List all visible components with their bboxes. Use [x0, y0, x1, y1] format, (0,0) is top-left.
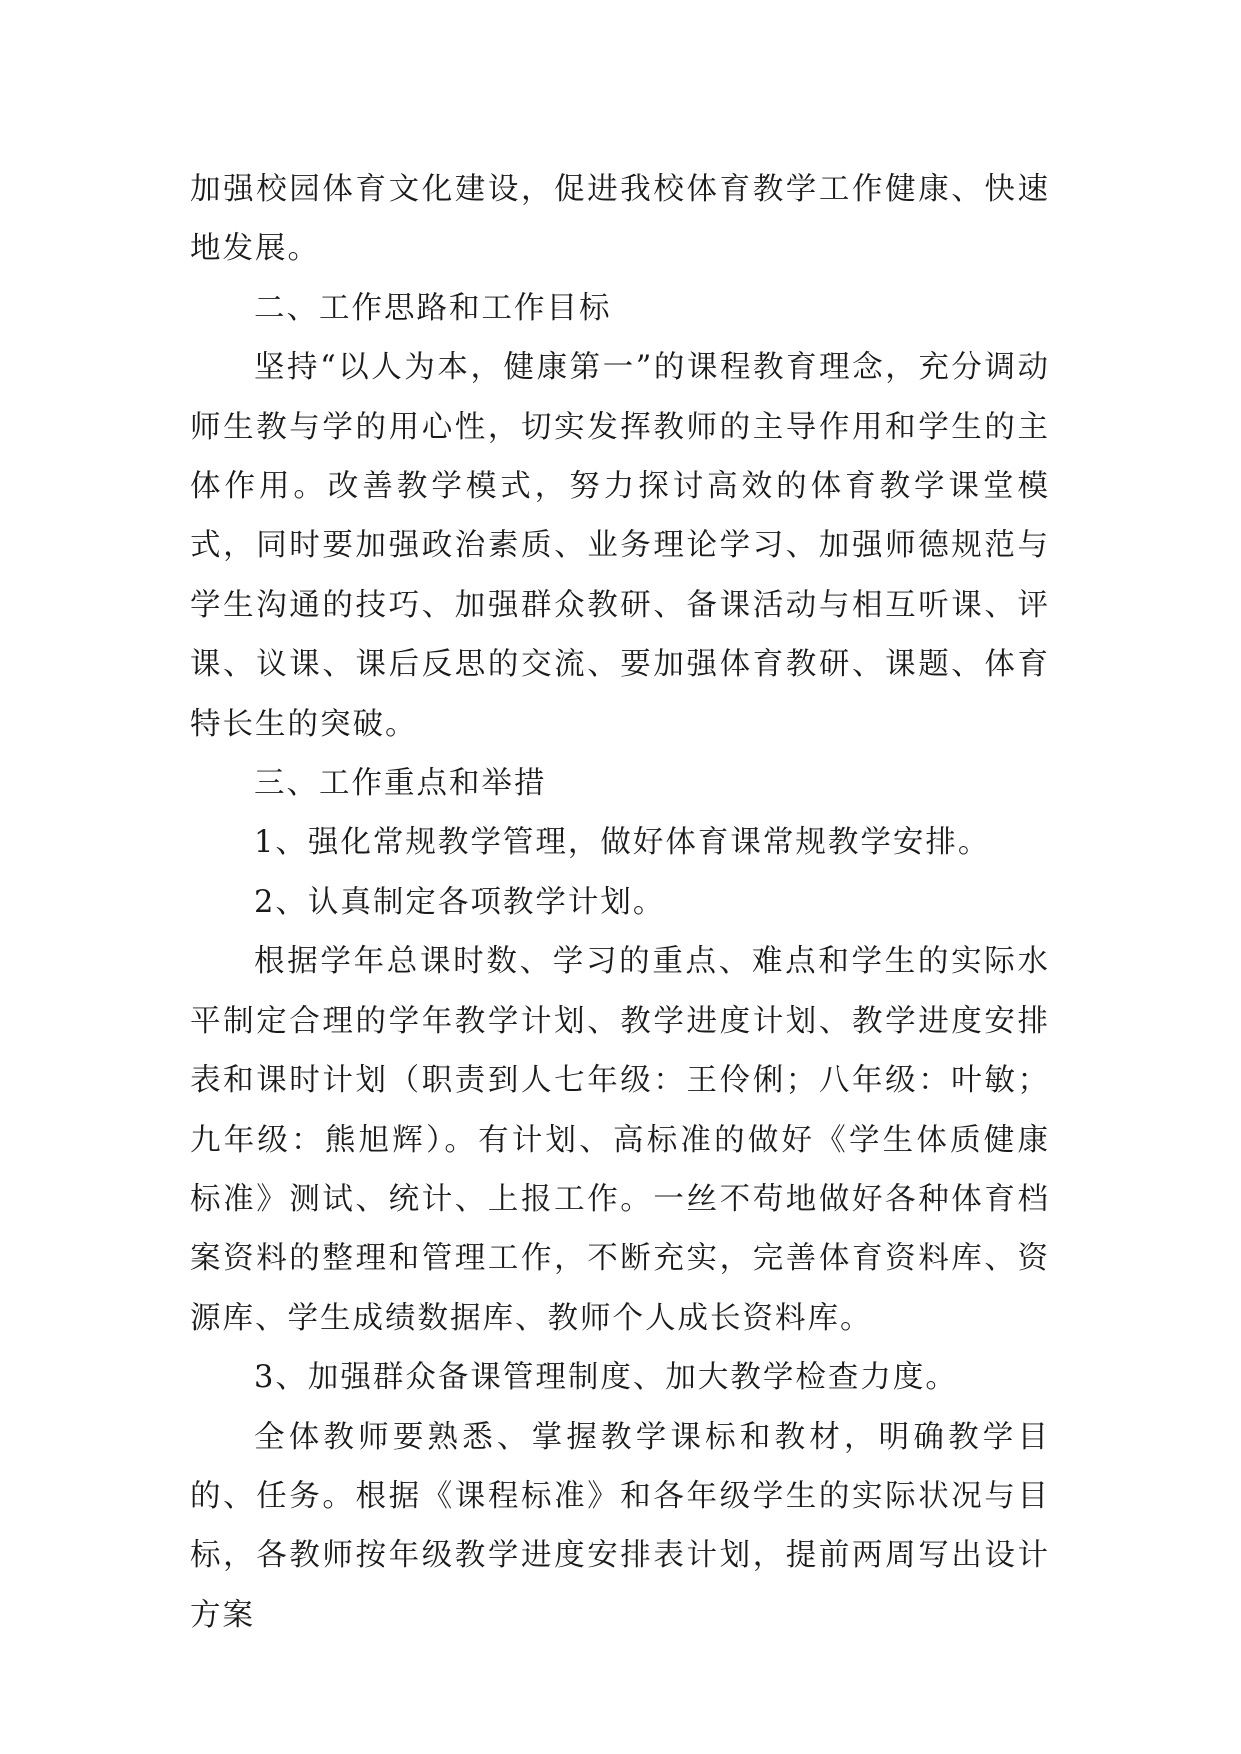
item-1: 1、强化常规教学管理，做好体育课常规教学安排。 — [254, 825, 991, 861]
paragraph-item-3-body: 全体教师要熟悉、掌握教学课标和教材，明确教学目的、任务。根据《课程标准》和各年级学生的实际状况与目标，各教师按年级教学进度安排表计划，提前两周写出设计方案 — [190, 1419, 1050, 1633]
heading-section-3: 三、工作重点和举措 — [254, 766, 547, 802]
paragraph-item-2-body: 根据学年总课时数、学习的重点、难点和学生的实际水平制定合理的学年教学计划、教学进度计划、教学进度安排表和课时计划（职责到人七年级：王伶俐；八年级：叶敏；九年级：熊旭辉）。有计划、高标准的做好《学生体质健康标准》测试、统计、上报工作。一丝不苟地做好各种体育档案资料的整理和管理工作，不断充实，完善体育资料库、资源库、学生成绩数据库、教师个人成长资料库。 — [190, 944, 1050, 1336]
document-body — [190, 160, 1050, 1645]
paragraph-intro-continuation: 加强校园体育文化建设，促进我校体育教学工作健康、快速地发展。 — [190, 172, 1050, 267]
item-2: 2、认真制定各项教学计划。 — [254, 884, 666, 920]
paragraph-section-2-body: 坚持“以人为本，健康第一”的课程教育理念，充分调动师生教与学的用心性，切实发挥教师的主导作用和学生的主体作用。改善教学模式，努力探讨高效的体育教学课堂模式，同时要加强政治素质、业务理论学习、加强师德规范与学生沟通的技巧、加强群众教研、备课活动与相互听课、评课、议课、课后反思的交流、要加强体育教研、课题、体育特长生的突破。 — [190, 350, 1050, 742]
heading-section-2: 二、工作思路和工作目标 — [254, 290, 612, 326]
item-3: 3、加强群众备课管理制度、加大教学检查力度。 — [254, 1360, 958, 1396]
